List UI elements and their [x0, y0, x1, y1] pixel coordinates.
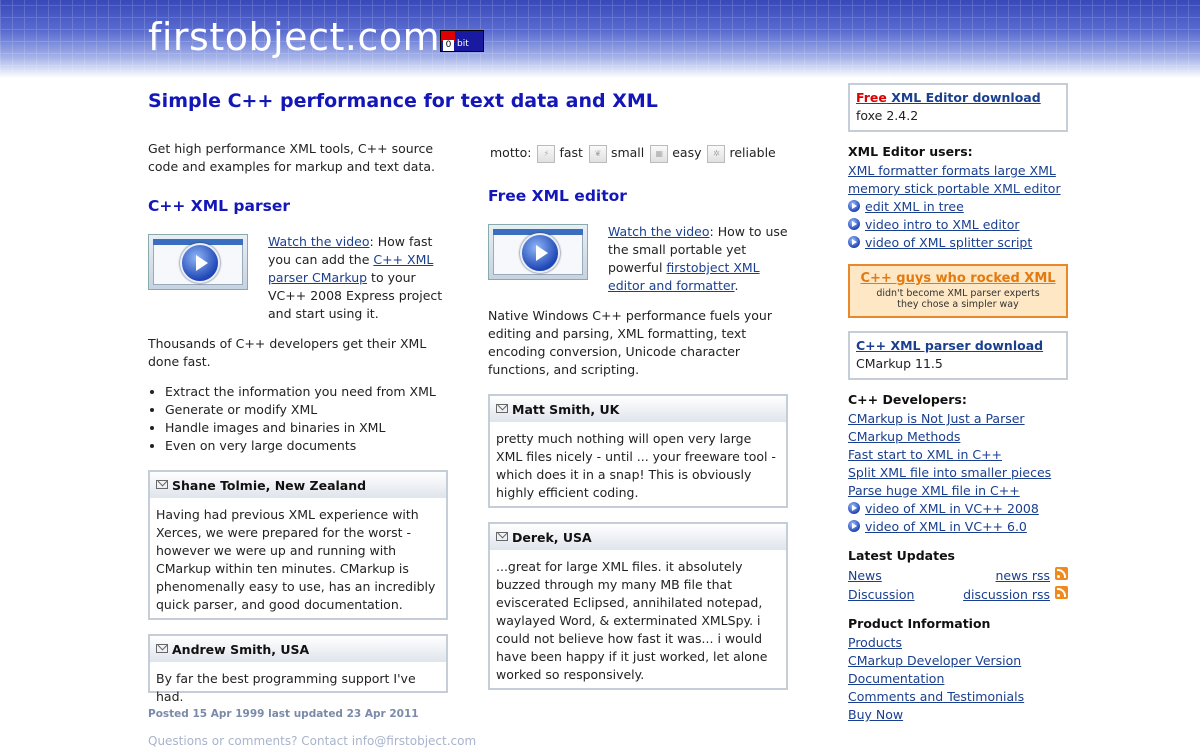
product-links	[848, 634, 1024, 724]
video-link-row[interactable]	[848, 198, 1061, 216]
editor-watch-video-link[interactable]: Watch the video	[608, 224, 710, 239]
news-link[interactable]: News	[848, 568, 882, 583]
testimonial-text: Having had previous XML experience with Xerces, we were prepared for the worst - however we were up and running with CMarkup within ten minutes. CMarkup is phenomenally easy to use, has an incredibly quick parser, and good documentation.	[156, 507, 436, 612]
editor-heading[interactable]: Free XML editor	[488, 187, 627, 205]
list-item: • Extract the information you need from XML	[165, 383, 436, 401]
cpp-guys-sub1: didn't become XML parser experts	[876, 288, 1040, 299]
page-title: Simple C++ performance for text data and XML	[148, 90, 658, 112]
video-intro-link[interactable]: video intro to XML editor	[865, 217, 1020, 232]
rss-icon[interactable]	[1055, 567, 1068, 580]
testimonial-header	[490, 524, 786, 550]
cpp-guys-sub2: they chose a simpler way	[897, 299, 1019, 310]
discussion-rss-link[interactable]: discussion rss	[963, 587, 1050, 602]
editor-users-heading: XML Editor users:	[848, 144, 973, 159]
vc2008-video-link[interactable]: video of XML in VC++ 2008	[865, 501, 1039, 516]
list-item: • Generate or modify XML	[165, 401, 436, 419]
motto-label: motto:	[490, 145, 532, 160]
testimonial-text: ...great for large XML files. it absolutely buzzed through my many MB file that eviscerated Eclipsed, annihilated notepad, waylayed Word, & exterminated XMLSpy. i could not believe how fast it was... i would have been happy if it just worked, let alone worked so responsively.	[496, 559, 768, 682]
motto-easy: easy	[672, 145, 702, 160]
video-icon	[848, 520, 860, 532]
formatter-link[interactable]: XML formatter formats large XML	[848, 163, 1056, 178]
testimonial-header	[490, 396, 786, 422]
news-rss-wrap[interactable]	[996, 567, 1069, 585]
badge-zero: 0	[443, 40, 454, 51]
editor-video-text2: .	[734, 278, 739, 293]
testimonial-matt	[488, 394, 788, 508]
xml-editor-download-box	[848, 83, 1068, 132]
buy-now-link[interactable]: Buy Now	[848, 707, 904, 722]
not-just-parser-link[interactable]: CMarkup is Not Just a Parser	[848, 411, 1025, 426]
cmarkup-link[interactable]: C++ XML parser CMarkup	[268, 252, 434, 285]
video-icon	[848, 218, 860, 230]
fast-start-link[interactable]: Fast start to XML in C++	[848, 447, 1003, 462]
discussion-rss-wrap[interactable]	[963, 586, 1068, 604]
testimonial-derek	[488, 522, 788, 690]
cmarkup-methods-link[interactable]: CMarkup Methods	[848, 429, 961, 444]
splitter-video-link[interactable]: video of XML splitter script	[865, 235, 1033, 250]
video-icon	[848, 200, 860, 212]
play-icon	[180, 243, 220, 283]
video-link-row[interactable]	[848, 216, 1061, 234]
motto-small: small	[610, 145, 645, 160]
video-link-row[interactable]	[848, 518, 1051, 536]
latest-updates-heading: Latest Updates	[848, 548, 955, 563]
footprint-icon: ❦	[589, 145, 607, 163]
testimonials-link[interactable]: Comments and Testimonials	[848, 689, 1025, 704]
editor-video-desc	[608, 223, 788, 295]
xml-editor-download-link[interactable]	[856, 89, 1060, 107]
parse-huge-link[interactable]: Parse huge XML file in C++	[848, 483, 1020, 498]
parser-heading[interactable]: C++ XML parser	[148, 197, 290, 215]
download-label[interactable]: XML Editor download	[886, 90, 1041, 105]
posted-date: Posted 15 Apr 1999 last updated 23 Apr 2011	[148, 708, 419, 720]
video-link-row[interactable]	[848, 500, 1051, 518]
feature-list	[148, 383, 436, 455]
motto-reliable: reliable	[729, 145, 776, 160]
foxe-version: foxe 2.4.2	[856, 108, 919, 123]
video-icon	[848, 236, 860, 248]
cpp-guys-box[interactable]	[848, 264, 1068, 318]
list-item: • Even on very large documents	[165, 437, 436, 455]
parser-video-text2: to your VC++ 2008 Express project and start using it.	[268, 270, 443, 321]
motto-bar	[490, 144, 776, 163]
rss-icon[interactable]	[1055, 586, 1068, 599]
discussion-link[interactable]: Discussion	[848, 587, 915, 602]
site-logo[interactable]: firstobject.com	[148, 15, 441, 59]
products-link[interactable]: Products	[848, 635, 902, 650]
numbers-icon: ▦	[650, 145, 668, 163]
cpp-developers-heading: C++ Developers:	[848, 392, 967, 407]
editor-video-text1: : How to use the small portable yet powerful	[608, 224, 788, 275]
gear-icon: ✲	[707, 145, 725, 163]
play-icon	[520, 233, 560, 273]
lightning-icon: ⚡	[537, 145, 555, 163]
product-info-heading: Product Information	[848, 616, 991, 631]
parser-download-box	[848, 331, 1068, 380]
parser-video-thumbnail[interactable]	[148, 234, 248, 290]
editor-users-links	[848, 162, 1061, 252]
video-link-row[interactable]	[848, 234, 1061, 252]
vc6-video-link[interactable]: video of XML in VC++ 6.0	[865, 519, 1027, 534]
bit-badge-icon	[440, 30, 484, 52]
discussion-row	[848, 586, 1068, 605]
updates-links	[848, 567, 1068, 605]
cpp-links	[848, 410, 1051, 536]
portable-editor-link[interactable]: memory stick portable XML editor	[848, 181, 1061, 196]
testimonial-name: Derek, USA	[512, 530, 592, 545]
testimonial-header	[150, 636, 446, 662]
envelope-icon	[496, 404, 508, 413]
testimonial-name: Matt Smith, UK	[512, 402, 620, 417]
testimonial-name: Andrew Smith, USA	[172, 642, 310, 657]
testimonial-header	[150, 472, 446, 498]
testimonial-name: Shane Tolmie, New Zealand	[172, 478, 367, 493]
cmarkup-version: CMarkup 11.5	[856, 356, 943, 371]
cpp-guys-title[interactable]: C++ guys who rocked XML	[860, 271, 1056, 286]
firstobject-editor-link[interactable]: firstobject XML editor and formatter	[608, 260, 760, 293]
editor-video-thumbnail[interactable]	[488, 224, 588, 280]
parser-video-text1: : How fast you can add the	[268, 234, 433, 267]
badge-bit: bit	[457, 39, 469, 49]
news-rss-link[interactable]: news rss	[995, 568, 1050, 583]
news-row	[848, 567, 1068, 586]
thousands-text: Thousands of C++ developers get their XML done fast.	[148, 336, 427, 369]
testimonial-text: By far the best programming support I've had.	[156, 671, 416, 704]
contact-text: Questions or comments? Contact info@firstobject.com	[148, 734, 477, 748]
testimonial-andrew	[148, 634, 448, 704]
testimonial-shane	[148, 470, 448, 620]
list-item: • Handle images and binaries in XML	[165, 419, 436, 437]
edit-xml-tree-link[interactable]: edit XML in tree	[865, 199, 964, 214]
video-icon	[848, 502, 860, 514]
motto-fast: fast	[559, 145, 583, 160]
parser-download-link[interactable]: C++ XML parser download	[856, 338, 1044, 353]
native-text: Native Windows C++ performance fuels your editing and parsing, XML formatting, text encoding conversion, Unicode character functions, and scripting.	[488, 308, 772, 377]
testimonial-text: pretty much nothing will open very large XML files nicely - until ... your freeware tool - which does it in a snap! This is obviously highly efficient coding.	[496, 431, 776, 500]
envelope-icon	[496, 532, 508, 541]
envelope-icon	[156, 480, 168, 489]
free-label[interactable]: Free	[856, 90, 887, 105]
split-xml-link[interactable]: Split XML file into smaller pieces	[848, 465, 1052, 480]
intro-text: Get high performance XML tools, C++ source code and examples for markup and text data.	[148, 141, 435, 174]
envelope-icon	[156, 644, 168, 653]
developer-version-link[interactable]: CMarkup Developer Version	[848, 653, 1022, 668]
parser-video-desc	[268, 233, 443, 323]
parser-watch-video-link[interactable]: Watch the video	[268, 234, 370, 249]
site-header	[0, 0, 1200, 78]
documentation-link[interactable]: Documentation	[848, 671, 945, 686]
